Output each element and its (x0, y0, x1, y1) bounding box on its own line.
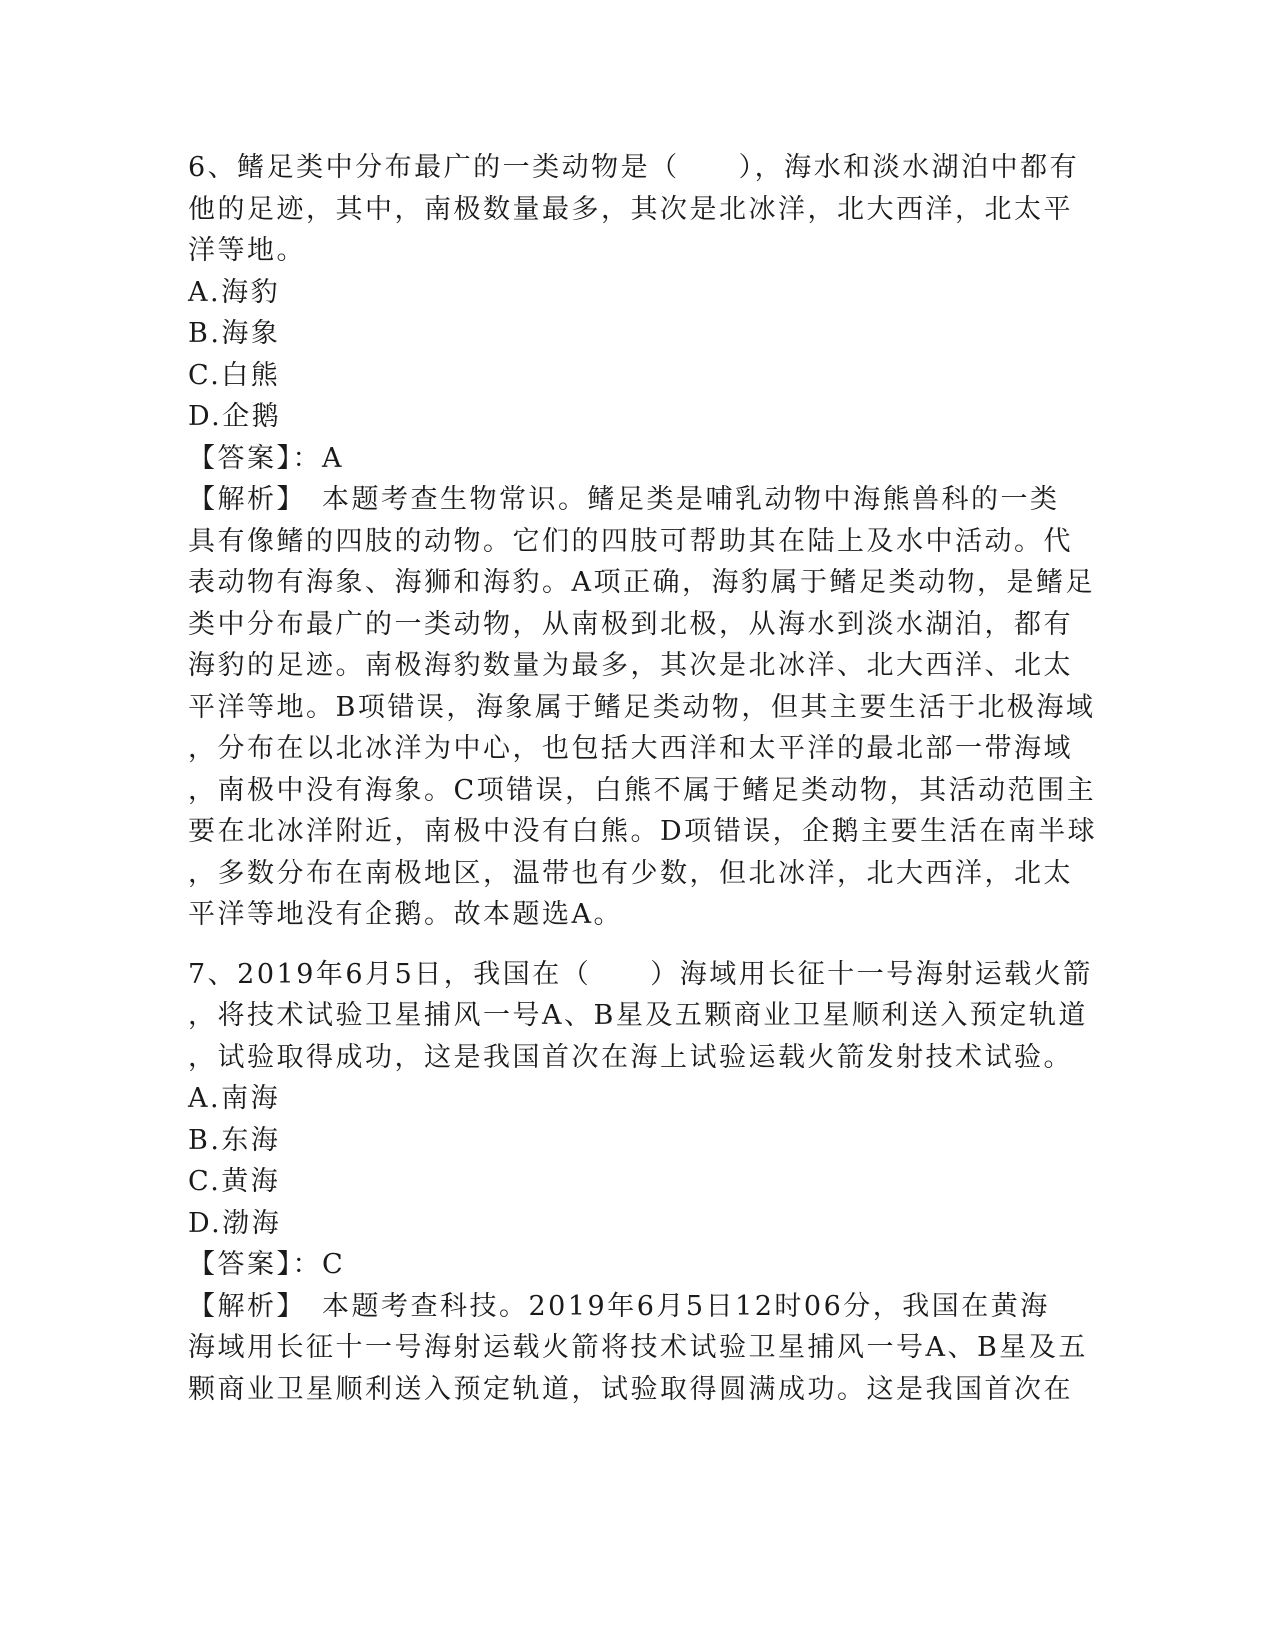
analysis-line: 平洋等地没有企鹅。故本题选A。 (188, 899, 623, 930)
analysis-line: 类中分布最广的一类动物，从南极到北极，从海水到淡水湖泊，都有 (188, 608, 1073, 640)
analysis-line: 要在北冰洋附近，南极中没有白熊。D项错误，企鹅主要生活在南半球 (188, 816, 1098, 847)
stem-line: ，将技术试验卫星捕风一号A、B星及五颗商业卫星顺利送入预定轨道 (188, 1000, 1088, 1031)
stem-line: 洋等地。 (188, 235, 306, 266)
analysis-line: ，分布在以北冰洋为中心，也包括大西洋和太平洋的最北部一带海域 (188, 733, 1073, 764)
analysis-line: 颗商业卫星顺利送入预定轨道，试验取得圆满成功。这是我国首次在 (188, 1373, 1073, 1405)
answer-line: 【答案】：A (188, 442, 344, 474)
analysis-line: 海豹的足迹。南极海豹数量为最多，其次是北冰洋、北大西洋、北太 (188, 650, 1073, 681)
option-c: C.黄海 (188, 1166, 281, 1197)
option-a: A.南海 (188, 1083, 281, 1114)
analysis-line: 【解析】 本题考查生物常识。鳍足类是哺乳动物中海熊兽科的一类 (188, 484, 1060, 515)
question-stem (188, 954, 1093, 1079)
question-stem (188, 147, 1086, 272)
analysis-line: 平洋等地。B项错误，海象属于鳍足类动物，但其主要生活于北极海域 (188, 691, 1096, 723)
option-d: D.渤海 (188, 1207, 282, 1239)
option-b: B.东海 (188, 1124, 281, 1156)
option-a: A.海豹 (188, 276, 281, 308)
analysis-line: 表动物有海象、海狮和海豹。A项正确，海豹属于鳍足类动物，是鳍足 (188, 567, 1095, 598)
analysis-line: 海域用长征十一号海射运载火箭将技术试验卫星捕风一号A、B星及五 (188, 1332, 1088, 1363)
stem-line: ，试验取得成功，这是我国首次在海上试验运载火箭发射技术试验。 (188, 1041, 1073, 1073)
option-b: B.海象 (188, 318, 281, 349)
options-list (188, 272, 1086, 438)
analysis-block (188, 1286, 1086, 1411)
stem-line: 7、2019年6月5日，我国在（ ）海域用长征十一号海射运载火箭 (188, 958, 1093, 990)
analysis-line: ，多数分布在南极地区，温带也有少数，但北冰洋，北大西洋，北太 (188, 857, 1073, 889)
options-list (188, 1078, 1086, 1244)
document-content (188, 147, 1098, 1410)
option-d: D.企鹅 (188, 401, 282, 432)
question-separator (188, 936, 1086, 954)
stem-line: 他的足迹，其中，南极数量最多，其次是北冰洋，北大西洋，北太平 (188, 193, 1073, 225)
question-6 (188, 147, 1098, 936)
stem-line: 6、鳍足类中分布最广的一类动物是（ ），海水和淡水湖泊中都有 (188, 152, 1080, 183)
answer-line: 【答案】：C (188, 1249, 346, 1280)
question-7 (188, 954, 1093, 1411)
analysis-line: 【解析】 本题考查科技。2019年6月5日12时06分，我国在黄海 (188, 1290, 1050, 1322)
analysis-line: 具有像鳍的四肢的动物。它们的四肢可帮助其在陆上及水中活动。代 (188, 525, 1073, 557)
option-c: C.白熊 (188, 359, 281, 391)
analysis-block (188, 479, 1098, 936)
analysis-line: ，南极中没有海象。C项错误，白熊不属于鳍足类动物，其活动范围主 (188, 774, 1097, 806)
